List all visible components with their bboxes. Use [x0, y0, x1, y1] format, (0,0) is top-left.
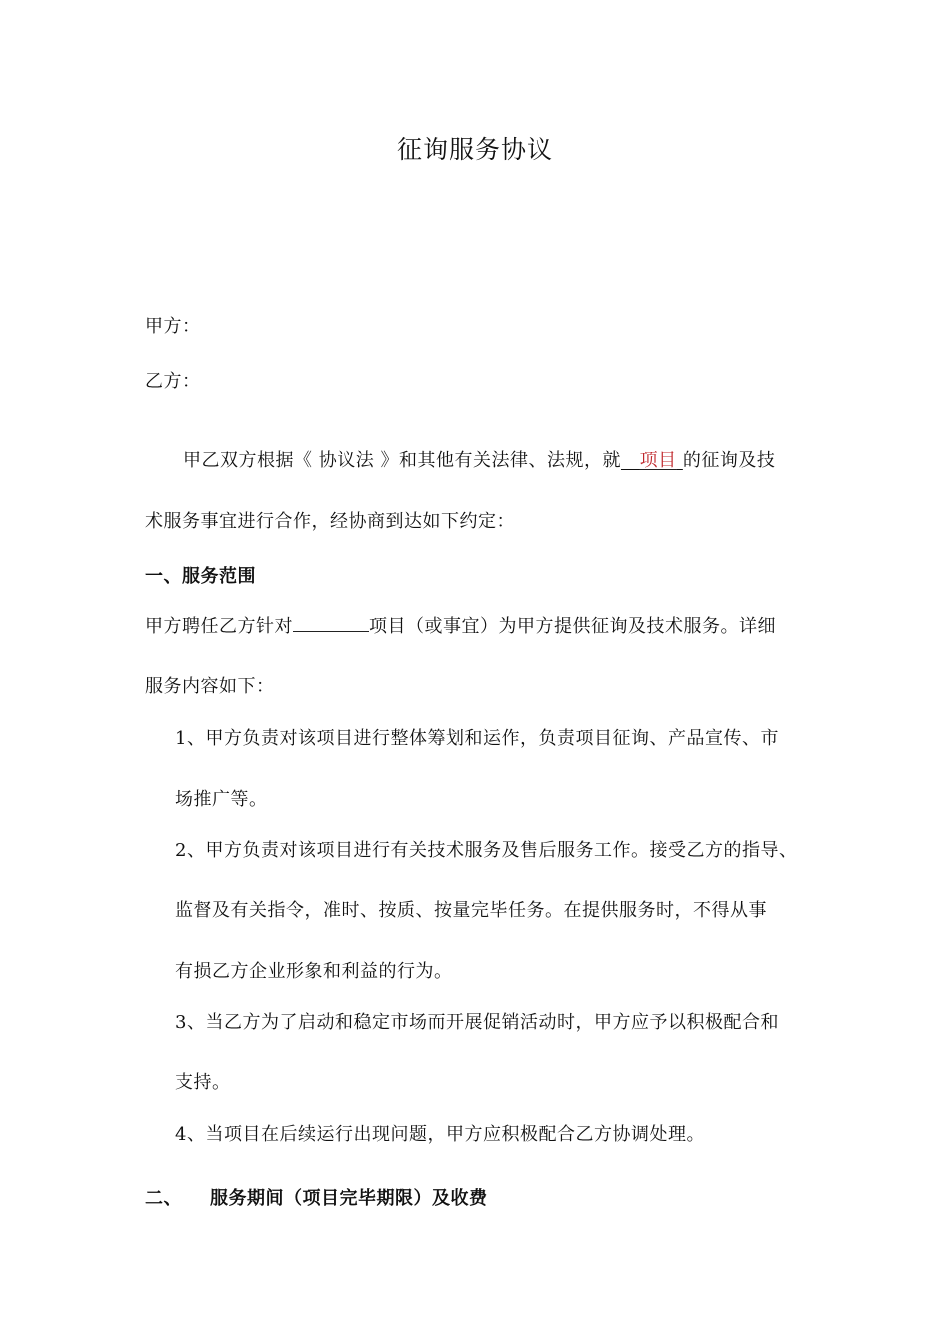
party-b-label: 乙方： [145, 371, 201, 392]
item-2-line-3: 有损乙方企业形象和利益的行为。 [175, 961, 453, 982]
section-1-para-line-1 [145, 612, 776, 638]
intro-line-2: 术服务事宜进行合作，经协商到达如下约定： [145, 511, 515, 532]
item-1-line-1: 1、甲方负责对该项目进行整体筹划和运作，负责项目征询、产品宣传、市 [175, 728, 779, 749]
section-2-heading [145, 1184, 488, 1210]
document-title: 征询服务协议 [396, 135, 553, 164]
section-1-para-line-2: 服务内容如下： [145, 676, 275, 697]
section-2-number: 二、 [145, 1188, 182, 1209]
section-1-para-pre: 甲方聘任乙方针对 [145, 616, 293, 637]
party-a-label: 甲方： [145, 316, 201, 337]
section-2-title: 服务期间（项目完毕期限）及收费 [210, 1188, 488, 1209]
project-word: 项目 [639, 450, 677, 471]
item-3-line-1: 3、当乙方为了启动和稳定市场而开展促销活动时，甲方应予以积极配合和 [175, 1012, 779, 1033]
item-2-line-1: 2、甲方负责对该项目进行有关技术服务及售后服务工作。接受乙方的指导、 [175, 840, 798, 861]
section-1-heading: 一、服务范围 [145, 566, 256, 587]
intro-text-pre: 甲乙双方根据《 协议法 》和其他有关法律、法规，就 [183, 450, 621, 471]
item-3-line-2: 支持。 [175, 1072, 231, 1093]
section-1-para-post: 项目（或事宜）为甲方提供征询及技术服务。详细 [369, 616, 776, 637]
item-4-line-1: 4、当项目在后续运行出现问题，甲方应积极配合乙方协调处理。 [175, 1124, 705, 1145]
item-1-line-2: 场推广等。 [175, 789, 268, 810]
item-2-line-2: 监督及有关指令，准时、按质、按量完毕任务。在提供服务时，不得从事 [175, 900, 767, 921]
intro-text-post: 的征询及技 [682, 450, 776, 471]
project-name-blank [293, 617, 369, 632]
intro-line-1 [183, 446, 775, 472]
project-blank [621, 450, 683, 471]
